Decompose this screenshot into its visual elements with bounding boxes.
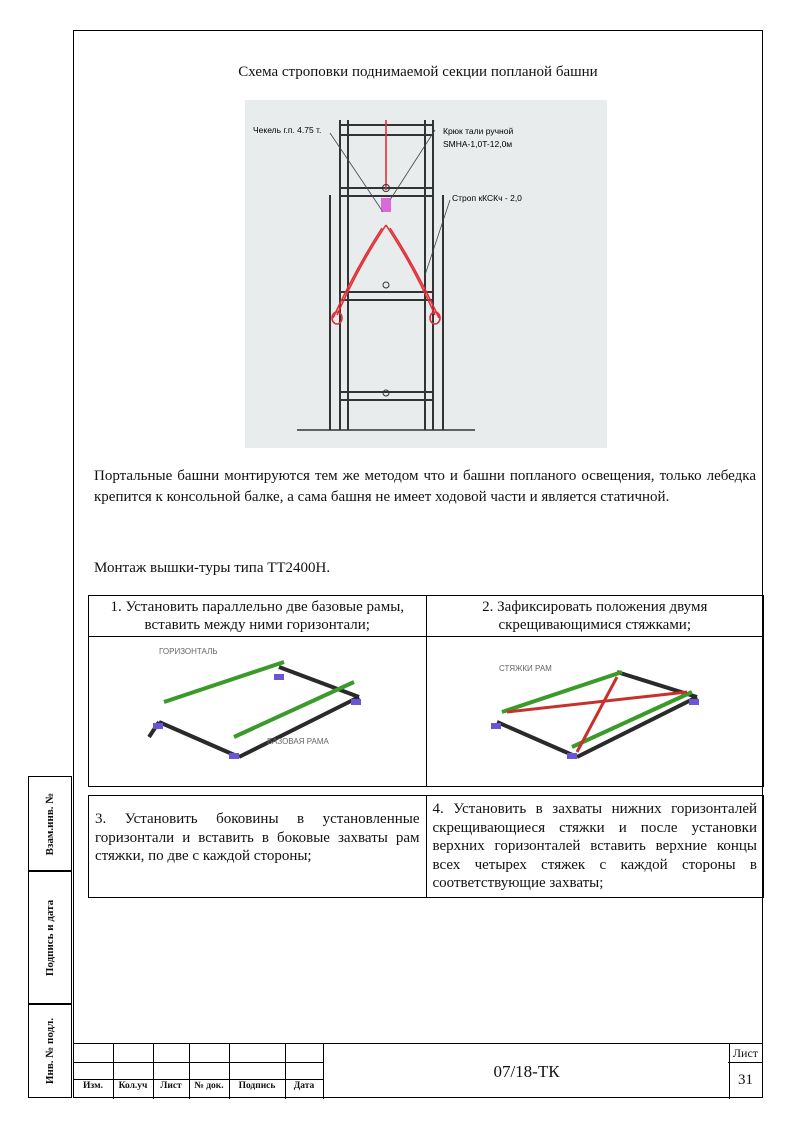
stamp-data: Дата: [293, 1081, 315, 1091]
steps-table-top: [88, 595, 764, 787]
rigging-diagram: [245, 100, 607, 448]
title-block: [73, 1043, 763, 1099]
stamp-ndok: № док.: [194, 1081, 224, 1091]
figure-caption: Схема строповки поднимаемой секции попланой башни: [238, 64, 598, 80]
stamp-izm: Изм.: [83, 1081, 103, 1091]
sheet-label: Лист: [728, 1044, 763, 1063]
paragraph-portal-towers: Портальные башни монтируются тем же методом что и башни попланого освещения, только лебедка крепится к консольной балке, а сама башня не имеет ходовой части и является статичной.: [94, 468, 756, 505]
label-hoist-2: SMHA-1,0T-12,0м: [443, 139, 513, 149]
sheet-number: 31: [738, 1072, 753, 1088]
label-sling: Строп кКСКч - 2,0: [452, 193, 522, 203]
stamp-list: Лист: [160, 1081, 182, 1091]
side-podpis: Подпись и дата: [28, 871, 72, 1004]
side-inv: Инв. № подл.: [28, 1004, 72, 1098]
label-horizontal: ГОРИЗОНТАЛЬ: [159, 647, 218, 656]
document-code: 07/18-ТК: [323, 1044, 730, 1099]
step-3-text: 3. Установить боковины в установленные горизонтали и вставить в боковые захваты рам стяжки, по две с каждой стороны;: [89, 796, 427, 898]
step-1-image: [89, 637, 427, 787]
label-frame-ties: СТЯЖКИ РАМ: [498, 664, 552, 673]
side-vzam: Взам.инв. №: [28, 776, 72, 871]
stamp-podpis: Подпись: [238, 1081, 276, 1091]
label-base-frame: БАЗОВАЯ РАМА: [267, 737, 329, 746]
step-2-image: [426, 637, 764, 787]
label-shackle: Чекель г.п. 4.75 т.: [253, 125, 322, 135]
label-hoist-1: Крюк тали ручной: [443, 126, 514, 136]
paragraph-assembly-title: Монтаж вышки-туры типа ТТ2400Н.: [94, 560, 331, 576]
step-1-text: 1. Установить параллельно две базовые рамы, вставить между ними горизонтали;: [89, 596, 427, 637]
step-4-text: 4. Установить в захваты нижних горизонталей скрещивающиеся стяжки и после установки верхних горизонталей вставить верхние концы всех четырех стяжек с каждой стороны в соответствующие захваты;: [426, 796, 764, 898]
stamp-kolch: Кол.уч: [118, 1081, 148, 1091]
steps-table-bottom: [88, 795, 764, 898]
step-2-text: 2. Зафиксировать положения двумя скрещивающимися стяжками;: [426, 596, 764, 637]
